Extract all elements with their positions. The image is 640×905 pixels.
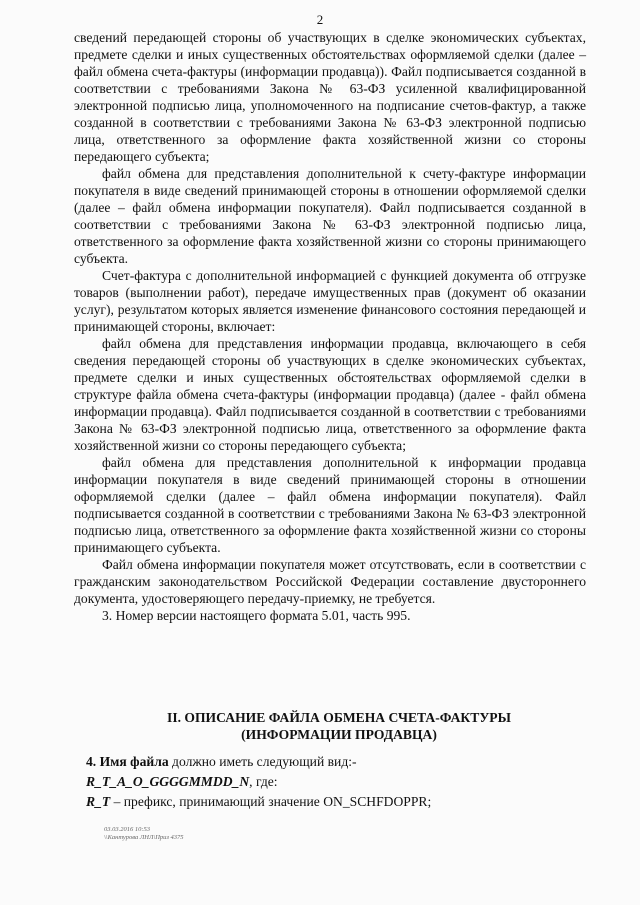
document-body: [74, 29, 586, 624]
paragraph: файл обмена для представления дополнительной к счету-фактуре информации покупателя в виде сведений принимающей стороны в отношении оформляемой сделки (далее – файл обмена информации покупателя). Файл подписывается созданной в соответствии с требованиями Закона № 63-ФЗ электронной подписью лица, ответственного за оформление факта хозяйственной жизни со стороны принимающего субъекта.: [74, 166, 586, 266]
section-heading: [74, 709, 604, 743]
item-label: 4. Имя файла: [86, 754, 169, 769]
page-number: 2: [316, 12, 324, 27]
paragraph: файл обмена для представления информации продавца, включающего в себя сведения передающей стороны об участвующих в сделке экономических субъектах, предмете сделки и иных существенных обстоятельствах оформляемой сделки в структуре файла обмена счета-фактуры (информации продавца) (далее - файл обмена информации продавца). Файл подписывается созданной в соответствии с требованиями Закона № 63-ФЗ электронной подписью лица, ответственного за оформление факта хозяйственной жизни со стороны передающего субъекта;: [74, 336, 586, 453]
paragraph: Счет-фактура с дополнительной информацией с функцией документа об отгрузке товаров (выполнении работ), передаче имущественных прав (документ об оказании услуг), результатом которых является изменение финансового состояния передающей и принимающей стороны, включает:: [74, 268, 586, 334]
footer-path: \\Кантурова ЛНЛ\Приз 4375: [104, 834, 184, 841]
paragraph: файл обмена для представления дополнительной к информации продавца информации покупателя в виде сведений принимающей стороны в отношении оформляемой сделки (далее – файл обмена информации покупателя). Файл подписывается созданной в соответствии с требованиями Закона № 63-ФЗ электронной подписью лица, ответственного за оформление факта хозяйственной жизни со стороны принимающего субъекта.: [74, 455, 586, 555]
footer-date: 03.03.2016 10:53: [104, 826, 151, 833]
pattern-code: R_T_A_O_GGGGMMDD_N: [86, 774, 250, 789]
section-4: [74, 752, 594, 812]
prefix-definition: [74, 792, 594, 812]
paragraph: 3. Номер версии настоящего формата 5.01, часть 995.: [102, 608, 411, 623]
paragraph: сведений передающей стороны об участвующих в сделке экономических субъектах, предмете сделки и иных существенных обстоятельствах оформляемой сделки (далее – файл обмена счета-фактуры (информации продавца)). Файл подписывается созданной в соответствии с требованиями Закона № 63-ФЗ усиленной квалифицированной электронной подписью лица, уполномоченного на подписание счетов-фактур, а также созданной в соответствии с требованиями Закона № 63-ФЗ электронной подписью лица, ответственного за оформление факта хозяйственной жизни со стороны передающего субъекта;: [74, 30, 586, 164]
file-name-item: [74, 752, 594, 772]
prefix-code: R_T: [86, 794, 111, 809]
paragraph: Файл обмена информации покупателя может отсутствовать, если в соответствии с гражданским законодательством Российской Федерации составление двустороннего документа, удостоверяющего передачу-приемку, не требуется.: [74, 557, 586, 606]
prefix-text: – префикс, принимающий значение ON_SCHFDOPPR;: [110, 794, 432, 809]
section-heading-line2: (ИНФОРМАЦИИ ПРОДАВЦА): [241, 727, 437, 742]
section-heading-line1: II. ОПИСАНИЕ ФАЙЛА ОБМЕНА СЧЕТА-ФАКТУРЫ: [167, 710, 511, 725]
item-text: должно иметь следующий вид:-: [168, 754, 357, 769]
file-name-pattern: [74, 772, 594, 792]
pattern-suffix: , где:: [249, 774, 278, 789]
footer-stamp: [104, 826, 184, 842]
